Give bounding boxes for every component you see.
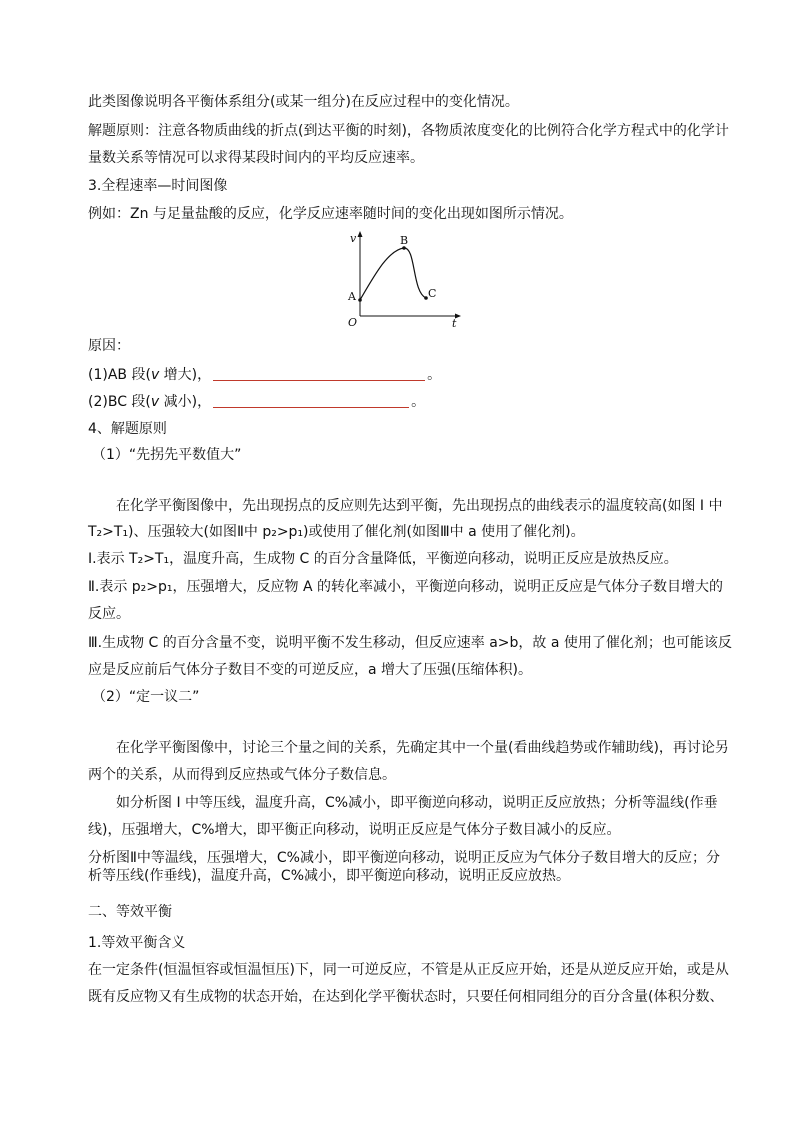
text-line: Ⅰ.表示 T₂>T₁，温度升高，生成物 C 的百分含量降低，平衡逆向移动，说明正反应是放热反应。 bbox=[88, 551, 678, 567]
text-line: 此类图像说明各平衡体系组分(或某一组分)在反应过程中的变化情况。 bbox=[88, 94, 519, 110]
origin-label: O bbox=[348, 316, 358, 328]
answer-blank[interactable] bbox=[213, 393, 409, 408]
rate-curve bbox=[360, 248, 426, 300]
point-a-marker bbox=[358, 298, 362, 302]
x-axis-label: t bbox=[452, 317, 457, 328]
section-heading: 二、等效平衡 bbox=[88, 904, 172, 920]
text-line: 解题原则：注意各物质曲线的折点(到达平衡的时刻)，各物质浓度变化的比例符合化学方程式中的化学计 bbox=[88, 123, 729, 139]
y-axis-label: v bbox=[350, 232, 357, 245]
text-line: 反应。 bbox=[88, 606, 130, 622]
answer-blank[interactable] bbox=[213, 366, 425, 381]
subsection-heading: （2）“定一议二” bbox=[92, 689, 200, 705]
rate-time-graph bbox=[340, 228, 468, 328]
text-line: 量数关系等情况可以求得某段时间内的平均反应速率。 bbox=[88, 150, 424, 166]
text-line: 在化学平衡图像中，讨论三个量之间的关系，先确定其中一个量(看曲线趋势或作辅助线)，再讨论另 bbox=[116, 740, 729, 756]
text-line: Ⅱ.表示 p₂>p₁，压强增大，反应物 A 的转化率减小，平衡逆向移动，说明正反应是气体分子数目增大的 bbox=[88, 579, 723, 595]
question-line-2: (2)BC 段(v 减小)， 。 bbox=[88, 394, 426, 410]
subsection-heading: （1）“先拐先平数值大” bbox=[92, 447, 242, 463]
section-heading: 1.等效平衡含义 bbox=[88, 935, 186, 951]
text-line: 例如：Zn 与足量盐酸的反应，化学反应速率随时间的变化出现如图所示情况。 bbox=[88, 206, 573, 222]
text-line: 应是反应前后气体分子数目不变的可逆反应，a 增大了压强(压缩体积)。 bbox=[88, 662, 532, 678]
text-line: 在化学平衡图像中，先出现拐点的反应则先达到平衡，先出现拐点的曲线表示的温度较高(如图 I 中 bbox=[116, 498, 723, 514]
section-heading: 3.全程速率—时间图像 bbox=[88, 178, 228, 194]
text-line: 原因： bbox=[88, 338, 130, 354]
section-heading: 4、解题原则 bbox=[88, 421, 167, 437]
question-line-1: (1)AB 段(v 增大)， 。 bbox=[88, 367, 442, 383]
y-axis-arrow bbox=[358, 231, 363, 237]
point-a-label: A bbox=[348, 290, 356, 303]
text-line: 两个的关系，从而得到反应热或气体分子数信息。 bbox=[88, 767, 396, 783]
text-line: Ⅲ.生成物 C 的百分含量不变，说明平衡不发生移动，但反应速率 a>b，故 a 使用了催化剂；也可能该反 bbox=[88, 635, 732, 651]
text-line: 析等压线(作垂线)，温度升高，C%减小，即平衡逆向移动，说明正反应放热。 bbox=[88, 868, 570, 884]
text-line: 既有反应物又有生成物的状态开始，在达到化学平衡状态时，只要任何相同组分的百分含量(体积分数、 bbox=[88, 989, 724, 1005]
text-line: 分析图Ⅱ中等温线，压强增大，C%减小，即平衡逆向移动，说明正反应为气体分子数目增大的反应；分 bbox=[88, 850, 720, 866]
point-c-label: C bbox=[428, 287, 437, 300]
text-line: 在一定条件(恒温恒容或恒温恒压)下，同一可逆反应，不管是从正反应开始，还是从逆反应开始，或是从 bbox=[88, 962, 729, 978]
text-line: T₂>T₁)、压强较大(如图Ⅱ中 p₂>p₁)或使用了催化剂(如图Ⅲ中 a 使用了催化剂)。 bbox=[88, 524, 585, 540]
text-line: 如分析图 I 中等压线，温度升高，C%减小，即平衡逆向移动，说明正反应放热；分析等温线(作垂 bbox=[116, 795, 718, 811]
point-b-label: B bbox=[400, 234, 409, 247]
text-line: 线)，压强增大，C%增大，即平衡正向移动，说明正反应是气体分子数目减小的反应。 bbox=[88, 822, 621, 838]
